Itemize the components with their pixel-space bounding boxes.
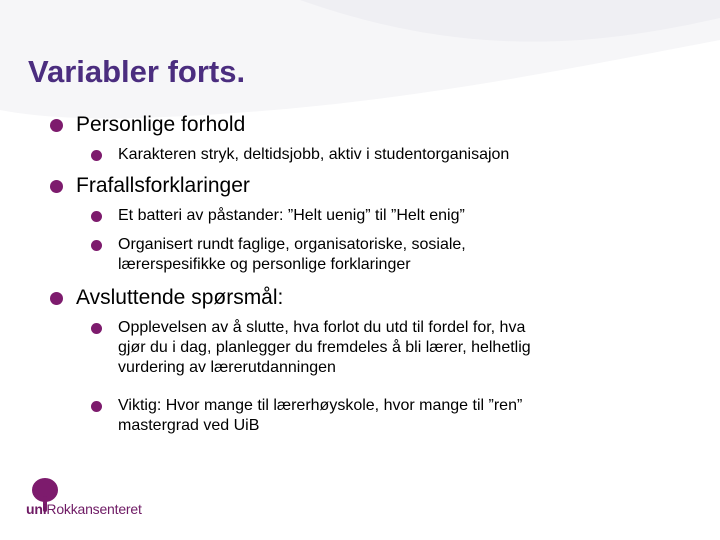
- bullet-text: Et batteri av påstander: ”Helt uenig” til ”Helt enig”: [118, 207, 465, 224]
- logo-text: [26, 501, 142, 517]
- bullet-item-level2: [118, 235, 466, 275]
- bullet-text: Karakteren stryk, deltidsjobb, aktiv i studentorganisajon: [118, 146, 510, 163]
- bullet-text-continuation: lærerspesifikke og personlige forklaringer: [118, 256, 411, 273]
- bullet-dot-icon: [91, 401, 102, 412]
- bullet-dot-icon: [50, 119, 63, 132]
- bullet-text: Personlige forhold: [76, 113, 246, 136]
- bullet-item-level2: [118, 206, 465, 226]
- bullet-item-level2: [118, 396, 522, 436]
- bullet-text: Viktig: Hvor mange til lærerhøyskole, hvor mange til ”ren”: [118, 397, 523, 414]
- bullet-text: Avsluttende spørsmål:: [76, 286, 284, 309]
- slide-title: Variabler forts.: [28, 54, 246, 89]
- bullet-text: Organisert rundt faglige, organisatoriske, sosiale,: [118, 236, 466, 253]
- bullet-text-continuation: mastergrad ved UiB: [118, 417, 260, 434]
- bullet-item-level2: [118, 145, 509, 165]
- bullet-text: Frafallsforklaringer: [76, 174, 250, 197]
- bullet-item-level1: [76, 286, 283, 310]
- bullet-item-level1: [76, 113, 245, 137]
- bullet-text-continuation: vurdering av lærerutdanningen: [118, 359, 336, 376]
- bullet-dot-icon: [50, 180, 63, 193]
- bullet-text: Opplevelsen av å slutte, hva forlot du utd til fordel for, hva: [118, 319, 526, 336]
- bullet-dot-icon: [91, 323, 102, 334]
- bullet-dot-icon: [50, 292, 63, 305]
- uni-rokkansenteret-logo: [26, 478, 156, 518]
- bullet-dot-icon: [91, 150, 102, 161]
- logo-name: Rokkansenteret: [46, 501, 142, 517]
- bullet-text-continuation: gjør du i dag, planlegger du fremdeles å bli lærer, helhetlig: [118, 339, 531, 356]
- bullet-dot-icon: [91, 240, 102, 251]
- bullet-dot-icon: [91, 211, 102, 222]
- logo-prefix: uni: [26, 501, 47, 517]
- bullet-item-level2: [118, 318, 531, 378]
- bullet-item-level1: [76, 174, 250, 198]
